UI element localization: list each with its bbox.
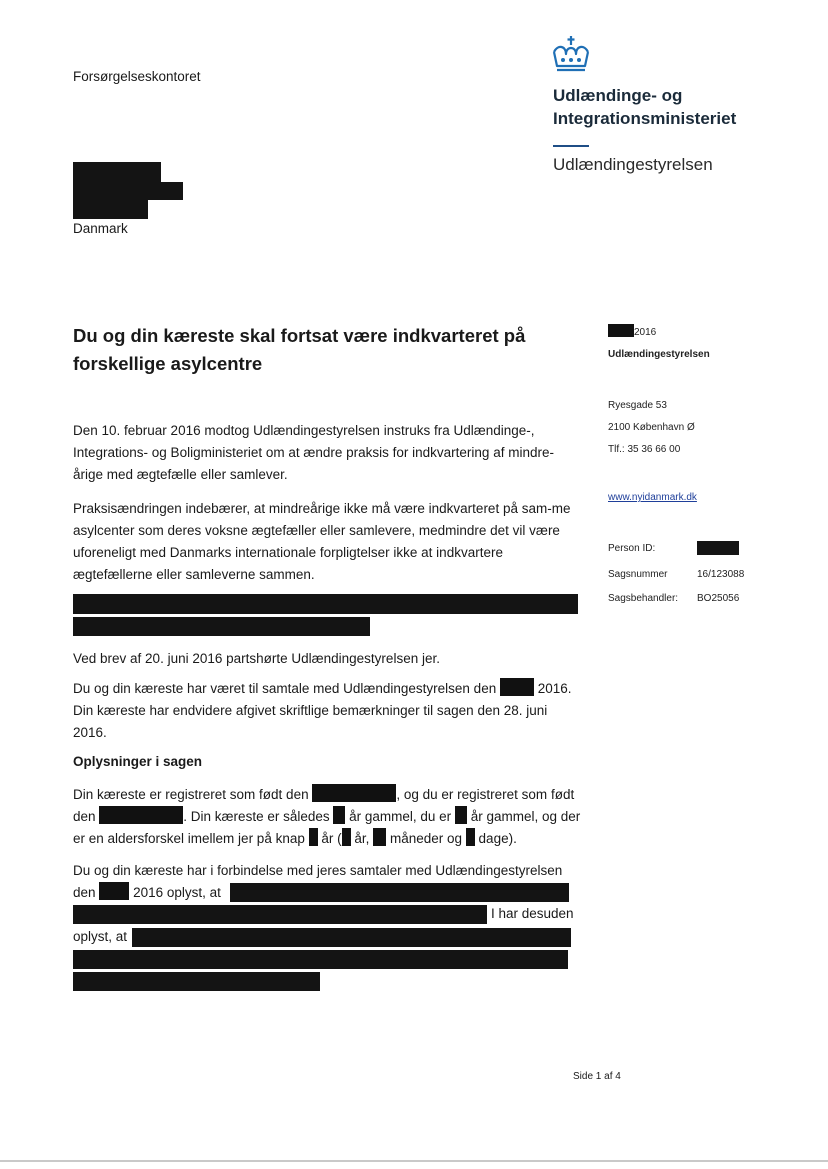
paragraph-4 [73, 678, 583, 744]
website-link[interactable]: www.nyidanmark.dk [608, 492, 697, 503]
p6-text-b: den [73, 885, 96, 900]
redacted-statement-1 [230, 883, 569, 902]
p5-text-e: år gammel, du er [349, 809, 452, 824]
p5-text-a: Din kæreste er registreret som født den [73, 787, 309, 802]
sidebar-phone: Tlf.: 35 36 66 00 [608, 444, 681, 455]
redacted-address-line-3 [73, 200, 148, 219]
case-number-label: Sagsnummer [608, 569, 668, 580]
redacted-months [373, 828, 386, 846]
ministry-line-2: Integrationsministeriet [553, 109, 737, 128]
department-name: Forsørgelseskontoret [73, 69, 201, 84]
scan-edge-line [0, 1160, 828, 1162]
section-heading: Oplysninger i sagen [73, 754, 203, 769]
redacted-date [500, 678, 534, 696]
recipient-country: Danmark [73, 221, 128, 236]
p5-text-k: dage). [478, 831, 517, 846]
paragraph-2: Praksisændringen indebærer, at mindreårige ikke må være indkvarteret på sam-me asylcenter som deres voksne ægtefæller eller samlevere, medmindre det vil være uforeneligt med Danmarks internationale forpligtelser ikke at indkvartere ægtefællerne eller samleverne sammen. [73, 501, 571, 582]
redacted-line-1 [73, 594, 578, 614]
paragraph-4-text-b: 2016. Din kæreste har endvidere afgivet skriftlige bemærkninger til sagen den 28. juni 2016. [73, 681, 572, 740]
redacted-address-line-2 [73, 182, 183, 200]
redacted-birthdate [312, 784, 396, 802]
p6-text-d: I har desuden [491, 906, 574, 921]
ministry-name [553, 84, 736, 130]
paragraph-5 [73, 784, 593, 850]
ministry-divider [553, 145, 589, 147]
redacted-line-2 [73, 617, 370, 636]
p6-text-e: oplyst, at [73, 929, 128, 944]
sidebar-org [608, 349, 710, 360]
paragraph-3: Ved brev af 20. juni 2016 partshørte Udlændingestyrelsen jer. [73, 651, 440, 666]
redacted-statement-2 [73, 905, 487, 924]
redacted-person-id [697, 541, 739, 555]
sidebar-address-2: 2100 København Ø [608, 422, 695, 433]
redacted-days [466, 828, 475, 846]
p5-text-j: måneder og [389, 831, 463, 846]
page-number: Side 1 af 4 [573, 1071, 621, 1082]
case-number-value: 16/123088 [697, 569, 745, 580]
p5-text-c: født den [73, 787, 575, 824]
date-year: 2016 [634, 327, 657, 338]
p6-text-c: 2016 oplyst, at [133, 885, 221, 900]
redacted-age-difference [309, 828, 318, 846]
redacted-age [455, 806, 467, 824]
sidebar-org-name: Udlændingestyrelsen [608, 349, 710, 360]
redacted-statement-5 [73, 972, 320, 991]
sidebar-address-1: Ryesgade 53 [608, 400, 667, 411]
person-id-label: Person ID: [608, 543, 656, 554]
redacted-date [99, 882, 129, 900]
handler-value: BO25056 [697, 593, 740, 604]
agency-name: Udlændingestyrelsen [553, 155, 713, 174]
royal-crown-icon [548, 34, 594, 74]
p6-text-a: Du og din kæreste har i forbindelse med jeres samtaler med Udlændingestyrelsen [73, 863, 563, 878]
p5-text-b: , og du er registreret som [396, 787, 548, 802]
handler-label: Sagsbehandler: [608, 593, 679, 604]
paragraph-4-text-a: Du og din kæreste har været til samtale med Udlændingestyrelsen den [73, 681, 497, 696]
redacted-date [608, 324, 634, 337]
p5-text-h: år ( [321, 831, 342, 846]
redacted-years [342, 828, 351, 846]
redacted-birthdate [99, 806, 183, 824]
redacted-age [333, 806, 345, 824]
redacted-statement-3 [132, 928, 571, 947]
paragraph-1: Den 10. februar 2016 modtog Udlændingestyrelsen instruks fra Udlændinge-, Integrations- og Boligministeriet om at ændre praksis for indkvartering af mindre-årige med ægtefælle eller samlever. [73, 423, 554, 482]
p5-text-f: år gammel, [470, 809, 539, 824]
p5-text-i: år, [354, 831, 370, 846]
redacted-statement-4 [73, 950, 568, 969]
letter-date [608, 324, 656, 338]
letter-subject: Du og din kæreste skal fortsat være indkvarteret på forskellige asylcentre [73, 325, 526, 374]
redacted-address-line-1 [73, 162, 161, 184]
p5-text-g: og der er en aldersforskel imellem jer på knap [73, 809, 581, 846]
ministry-line-1: Udlændinge- og [553, 86, 683, 105]
p5-text-d: . Din kæreste er således [183, 809, 330, 824]
